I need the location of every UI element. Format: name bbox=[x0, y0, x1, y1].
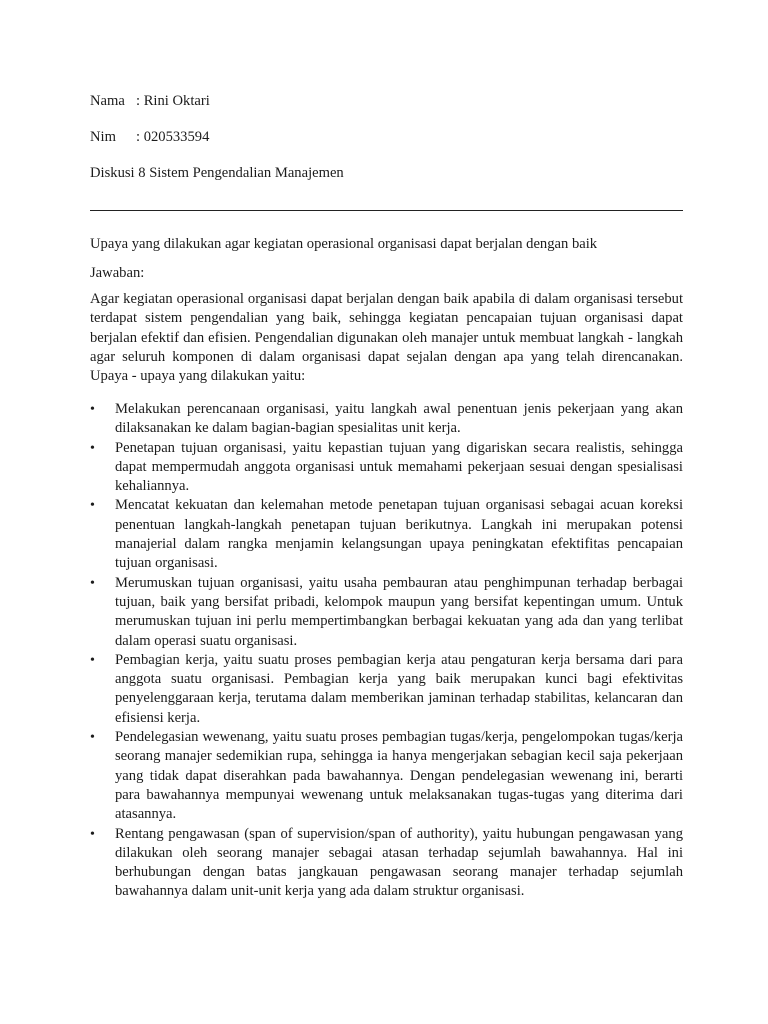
bullet-icon: • bbox=[90, 440, 95, 456]
bullet-icon: • bbox=[90, 498, 95, 514]
list-item-text: Merumuskan tujuan organisasi, yaitu usaha pembauran atau penghimpunan terhadap berbagai tujuan, baik yang bersifat pribadi, kelompok maupun yang bersifat kepentingan umum. Untuk merumuskan tujuan ini perlu mempertimbangkan berbagai kekuatan yang ada dan yang terlibat dalam operasi suatu organisasi. bbox=[115, 574, 683, 649]
list-item-text: Pendelegasian wewenang, yaitu suatu proses pembagian tugas/kerja, pengelompokan tugas/kerja seorang manajer sedemikian rupa, sehingga ia hanya mengerjakan sebagian kecil saja pekerjaan yang tidak dapat diserahkan pada bawahannya. Dengan pendelegasian wewenang ini, berarti para bawahannya mempunyai wewenang untuk melaksanakan tugas-tugas yang diterima dari atasannya. bbox=[115, 729, 683, 823]
name-value: : Rini Oktari bbox=[136, 93, 210, 109]
intro-paragraph: Agar kegiatan operasional organisasi dapat berjalan dengan baik apabila di dalam organisasi tersebut terdapat sistem pengendalian yang baik, sehingga kegiatan pencapaian tujuan organisasi dapat berjalan efektif dan efisien. Pengendalian digunakan oleh manajer untuk membuat langkah - langkah agar seluruh komponen di dalam organisasi dapat sejalan dengan apa yang telah direncanakan. Upaya - upaya yang dilakukan yaitu: bbox=[90, 291, 683, 385]
bullet-icon: • bbox=[90, 730, 95, 746]
list-item bbox=[90, 574, 683, 651]
list-item bbox=[90, 439, 683, 497]
name-label: Nama bbox=[90, 93, 125, 109]
list-item bbox=[90, 496, 683, 573]
list-item-text: Pembagian kerja, yaitu suatu proses pembagian kerja atau pengaturan kerja bersama dari para anggota suatu organisasi. Pembagian kerja yang baik merupakan kunci bagi efektivitas penyelenggaraan kerja, terutama dalam memberikan jaminan terhadap stabilitas, kelancaran dan efisiensi kerja. bbox=[115, 651, 683, 726]
answer-label: Jawaban: bbox=[90, 265, 145, 281]
bullet-icon: • bbox=[90, 826, 95, 842]
list-item-text: Penetapan tujuan organisasi, yaitu kepastian tujuan yang digariskan secara realistis, sehingga dapat mempermudah anggota organisasi untuk memahami pekerjaan sesuai dengan spesialisasi kehaliannya. bbox=[115, 439, 683, 495]
list-item-text: Rentang pengawasan (span of supervision/span of authority), yaitu hubungan pengawasan yang dilakukan oleh seorang manajer sebagai atasan terhadap sejumlah bawahannya. Hal ini berhubungan dengan batas jangkauan pengawasan seorang manajer terhadap sejumlah bawahannya dalam unit-unit kerja yang ada dalam struktur organisasi. bbox=[115, 825, 683, 900]
bullet-icon: • bbox=[90, 402, 95, 417]
name-row bbox=[90, 93, 210, 110]
nim-value: : 020533594 bbox=[136, 129, 210, 145]
list-item bbox=[90, 651, 683, 728]
list-item bbox=[90, 400, 683, 439]
nim-label: Nim bbox=[90, 129, 116, 145]
bullet-list bbox=[90, 400, 683, 902]
list-item bbox=[90, 825, 683, 902]
list-item bbox=[90, 728, 683, 824]
question-text: Upaya yang dilakukan agar kegiatan operasional organisasi dapat berjalan dengan baik bbox=[90, 236, 598, 252]
horizontal-divider bbox=[90, 210, 683, 211]
list-item-text: Melakukan perencanaan organisasi, yaitu langkah awal penentuan jenis pekerjaan yang akan dilaksanakan ke dalam bagian-bagian spesialitas unit kerja. bbox=[115, 401, 683, 437]
nim-row bbox=[90, 129, 209, 146]
document-title: Diskusi 8 Sistem Pengendalian Manajemen bbox=[90, 165, 344, 181]
bullet-icon: • bbox=[90, 652, 95, 668]
bullet-icon: • bbox=[90, 575, 95, 591]
list-item-text: Mencatat kekuatan dan kelemahan metode penetapan tujuan organisasi sebagai acuan koreksi penentuan langkah-langkah penetapan tujuan berikutnya. Langkah ini merupakan potensi manajerial dalam rangka menjamin kelangsungan upaya peningkatan efektifitas pencapaian tujuan organisasi. bbox=[115, 497, 683, 572]
